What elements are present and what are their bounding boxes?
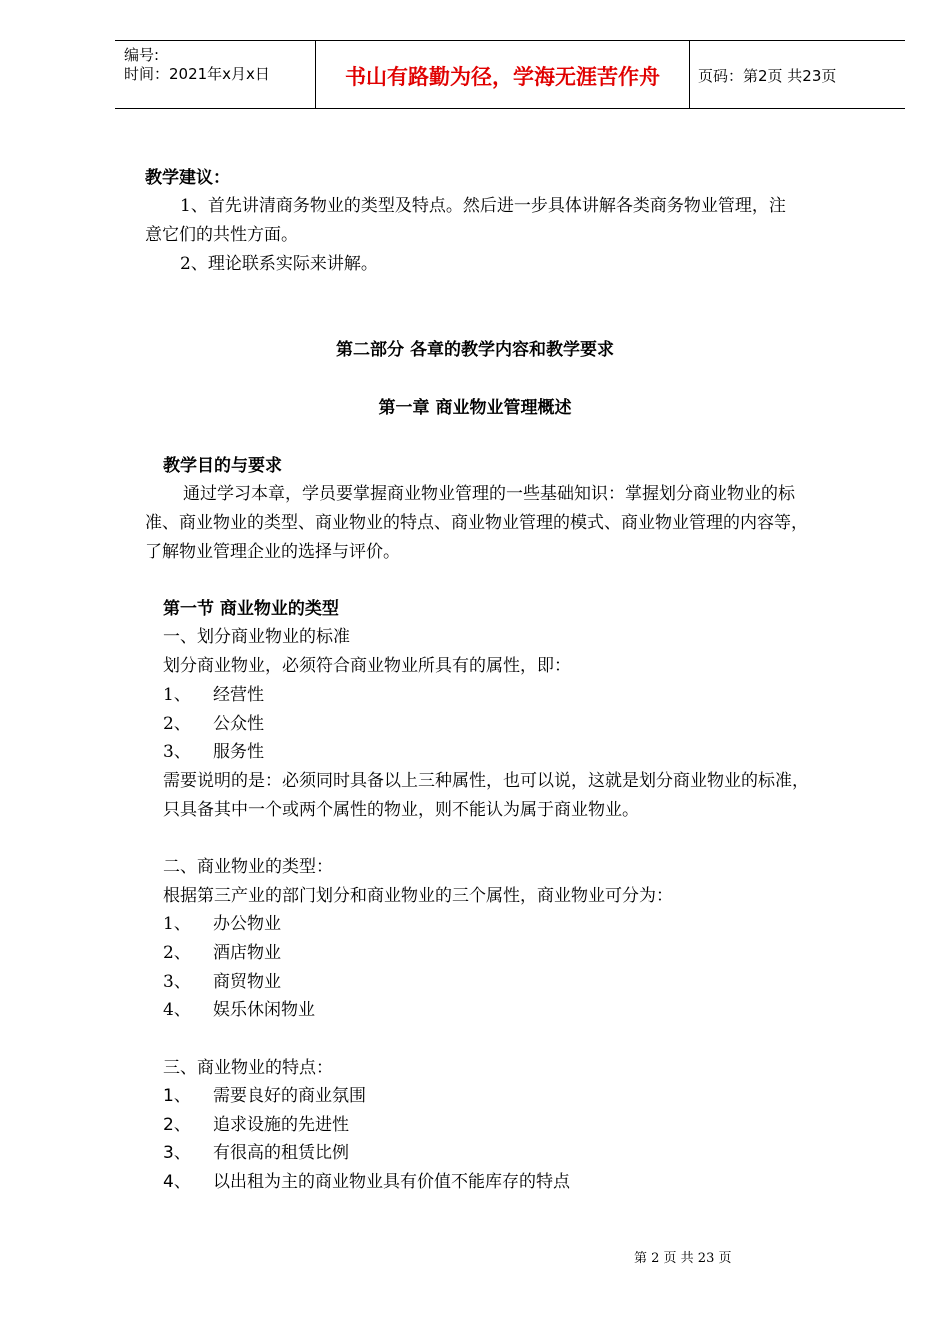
- suggestions-title: 教学建议：: [145, 168, 230, 188]
- subsection-1-intro: 划分商业物业，必须符合商业物业所具有的属性，即：: [163, 656, 571, 676]
- list-item: 1、 经营性: [163, 685, 264, 705]
- objectives-line-2: 准、商业物业的类型、商业物业的特点、商业物业管理的模式、商业物业管理的内容等，: [145, 513, 808, 533]
- list-item: 1、 需要良好的商业氛围: [163, 1086, 366, 1106]
- document-number-label: 编号:: [124, 46, 160, 64]
- list-item: 3、 服务性: [163, 742, 264, 762]
- subsection-2-title: 二、商业物业的类型：: [163, 857, 333, 877]
- subsection-1-note-1: 需要说明的是：必须同时具备以上三种属性，也可以说，这就是划分商业物业的标准，: [163, 771, 809, 791]
- header-page-cell: [689, 41, 905, 108]
- list-item: 2、 追求设施的先进性: [163, 1115, 349, 1135]
- suggestion-item-2: 2、理论联系实际来讲解。: [180, 254, 378, 274]
- objectives-title: 教学目的与要求: [163, 456, 282, 476]
- list-item: 4、 以出租为主的商业物业具有价值不能库存的特点: [163, 1172, 570, 1192]
- list-item: 2、 公众性: [163, 714, 264, 734]
- header-meta-cell: [115, 41, 315, 108]
- objectives-line-3: 了解物业管理企业的选择与评价。: [145, 542, 400, 562]
- chapter-title: 第一章 商业物业管理概述: [378, 398, 572, 418]
- subsection-3-title: 三、商业物业的特点：: [163, 1058, 333, 1078]
- objectives-line-1: 通过学习本章，学员要掌握商业物业管理的一些基础知识：掌握划分商业物业的标: [183, 484, 795, 504]
- list-item: 3、 商贸物业: [163, 972, 281, 992]
- list-item: 4、 娱乐休闲物业: [163, 1000, 315, 1020]
- subsection-1-note-2: 只具备其中一个或两个属性的物业，则不能认为属于商业物业。: [163, 800, 639, 820]
- subsection-1-title: 一、划分商业物业的标准: [163, 627, 350, 647]
- list-item: 3、 有很高的租赁比例: [163, 1143, 349, 1163]
- section-1-title: 第一节 商业物业的类型: [163, 599, 339, 619]
- suggestion-item-1-cont: 意它们的共性方面。: [145, 225, 298, 245]
- document-date-label: 时间：2021年x月x日: [124, 65, 270, 83]
- suggestion-item-1: 1、首先讲清商务物业的类型及特点。然后进一步具体讲解各类商务物业管理，注: [180, 196, 786, 216]
- subsection-2-intro: 根据第三产业的部门划分和商业物业的三个属性，商业物业可分为：: [163, 886, 673, 906]
- header-page-number: 页码：第2页 共23页: [698, 67, 837, 85]
- header-motto-cell: [315, 41, 690, 108]
- list-item: 2、 酒店物业: [163, 943, 281, 963]
- part-title: 第二部分 各章的教学内容和教学要求: [336, 340, 614, 360]
- header-motto: 书山有路勤为径，学海无涯苦作舟: [345, 65, 660, 89]
- page-footer: 第 2 页 共 23 页: [634, 1251, 732, 1266]
- list-item: 1、 办公物业: [163, 914, 281, 934]
- page-header: [115, 40, 905, 109]
